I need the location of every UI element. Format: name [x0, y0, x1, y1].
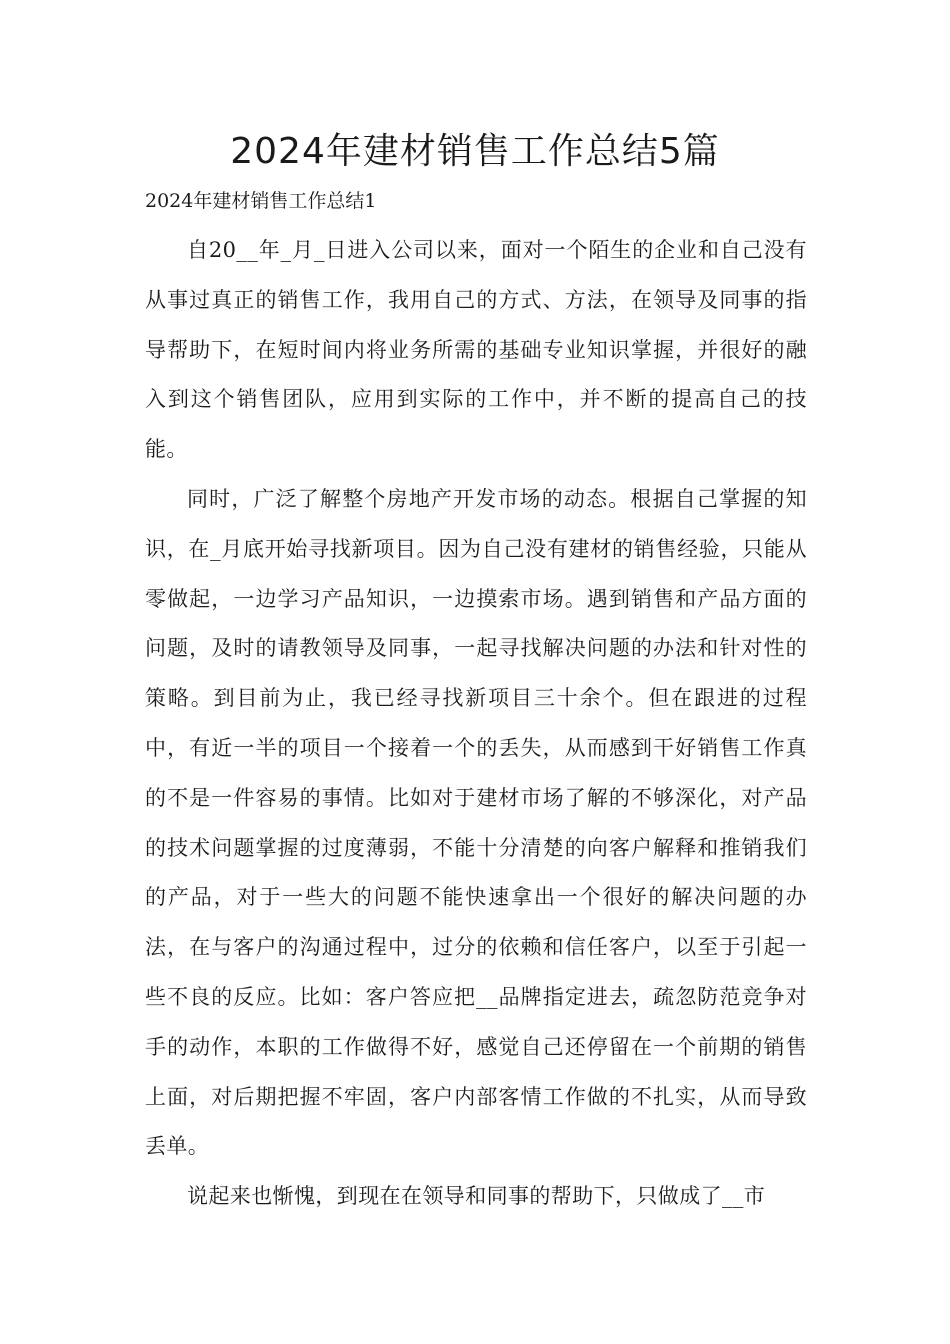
section-heading: 2024年建材销售工作总结1 [145, 190, 377, 212]
paragraph-2: 同时，广泛了解整个房地产开发市场的动态。根据自己掌握的知识，在_月底开始寻找新项目。因为自己没有建材的销售经验，只能从零做起，一边学习产品知识，一边摸索市场。遇到销售和产品方面的问题，及时的请教领导及同事，一起寻找解决问题的办法和针对性的策略。到目前为止，我已经寻找新项目三十余个。但在跟进的过程中，有近一半的项目一个接着一个的丢失，从而感到干好销售工作真的不是一件容易的事情。比如对于建材市场了解的不够深化，对产品的技术问题掌握的过度薄弱，不能十分清楚的向客户解释和推销我们的产品，对于一些大的问题不能快速拿出一个很好的解决问题的办法，在与客户的沟通过程中，过分的依赖和信任客户，以至于引起一些不良的反应。比如：客户答应把__品牌指定进去，疏忽防范竞争对手的动作，本职的工作做得不好，感觉自己还停留在一个前期的销售上面，对后期把握不牢固，客户内部客情工作做的不扎实，从而导致丢单。 [145, 486, 807, 1159]
document-title: 2024年建材销售工作总结5篇 [230, 131, 720, 172]
paragraph-1: 自20__年_月_日进入公司以来，面对一个陌生的企业和自己没有从事过真正的销售工作，我用自己的方式、方法，在领导及同事的指导帮助下，在短时间内将业务所需的基础专业知识掌握，并很好的融入到这个销售团队，应用到实际的工作中，并不断的提高自己的技能。 [145, 238, 807, 462]
paragraph-3: 说起来也惭愧，到现在在领导和同事的帮助下，只做成了__市 [187, 1184, 766, 1209]
document-body [145, 226, 807, 1222]
